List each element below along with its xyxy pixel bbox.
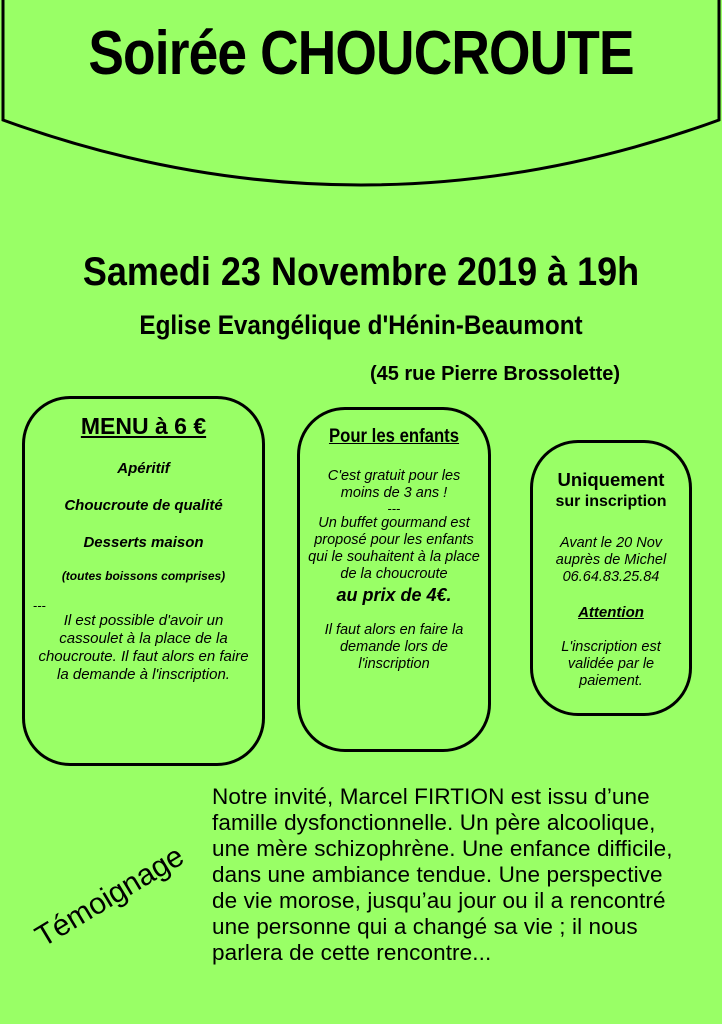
registration-title — [533, 469, 689, 513]
menu-drinks-note: (toutes boissons comprises) — [61, 569, 226, 583]
menu-extra-note: Il est possible d'avoir un cassoulet à la place de la choucroute. Il faut alors en faire la demande à l'inscription. — [38, 612, 249, 683]
kids-separator: --- — [387, 501, 401, 516]
event-address: (45 rue Pierre Brossolette) — [369, 363, 621, 385]
registration-subtitle: sur inscription — [555, 493, 667, 510]
menu-item-aperitif: Apéritif — [117, 460, 170, 477]
event-venue: Eglise Evangélique d'Hénin-Beaumont — [139, 310, 583, 340]
registration-deadline-line1: Avant le 20 Nov — [559, 535, 663, 551]
testimony-text: Notre invité, Marcel FIRTION est issu d’une famille dysfonctionnelle. Un père alcoolique, une mère schizophrène. Une enfance difficile, dans une ambiance tendue. Une perspective de vie morose, jusqu’au jour ou il a rencontré une personne qui a changé sa vie ; il nous parlera de cette rencontre... — [212, 784, 673, 965]
menu-separator: --- — [33, 598, 46, 613]
kids-free-text: C'est gratuit pour les moins de 3 ans ! — [327, 468, 461, 501]
registration-deadline-line2: auprès de Michel — [555, 552, 667, 568]
menu-title: MENU à 6 € — [80, 413, 207, 439]
kids-title: Pour les enfants — [328, 426, 460, 447]
kids-box — [297, 407, 491, 752]
registration-title-line: Uniquement — [557, 469, 665, 490]
event-date: Samedi 23 Novembre 2019 à 19h — [82, 250, 640, 294]
poster-title: Soirée CHOUCROUTE — [88, 19, 634, 88]
menu-box — [22, 396, 265, 766]
testimony-label: Témoignage — [29, 839, 190, 954]
kids-buffet-text: Un buffet gourmand est proposé pour les enfants qui le souhaitent à la place de la choucroute — [308, 515, 480, 582]
registration-box — [530, 440, 692, 716]
menu-item-choucroute: Choucroute de qualité — [64, 497, 223, 514]
menu-item-desserts: Desserts maison — [83, 534, 204, 551]
registration-payment-note: L'inscription est validée par le paiement. — [561, 639, 661, 689]
kids-price: au prix de 4€. — [336, 585, 452, 605]
registration-deadline — [533, 535, 689, 586]
kids-request-text: Il faut alors en faire la demande lors de l'inscription — [324, 622, 464, 672]
registration-attention: Attention — [578, 604, 644, 621]
registration-phone: 06.64.83.25.84 — [562, 569, 660, 585]
